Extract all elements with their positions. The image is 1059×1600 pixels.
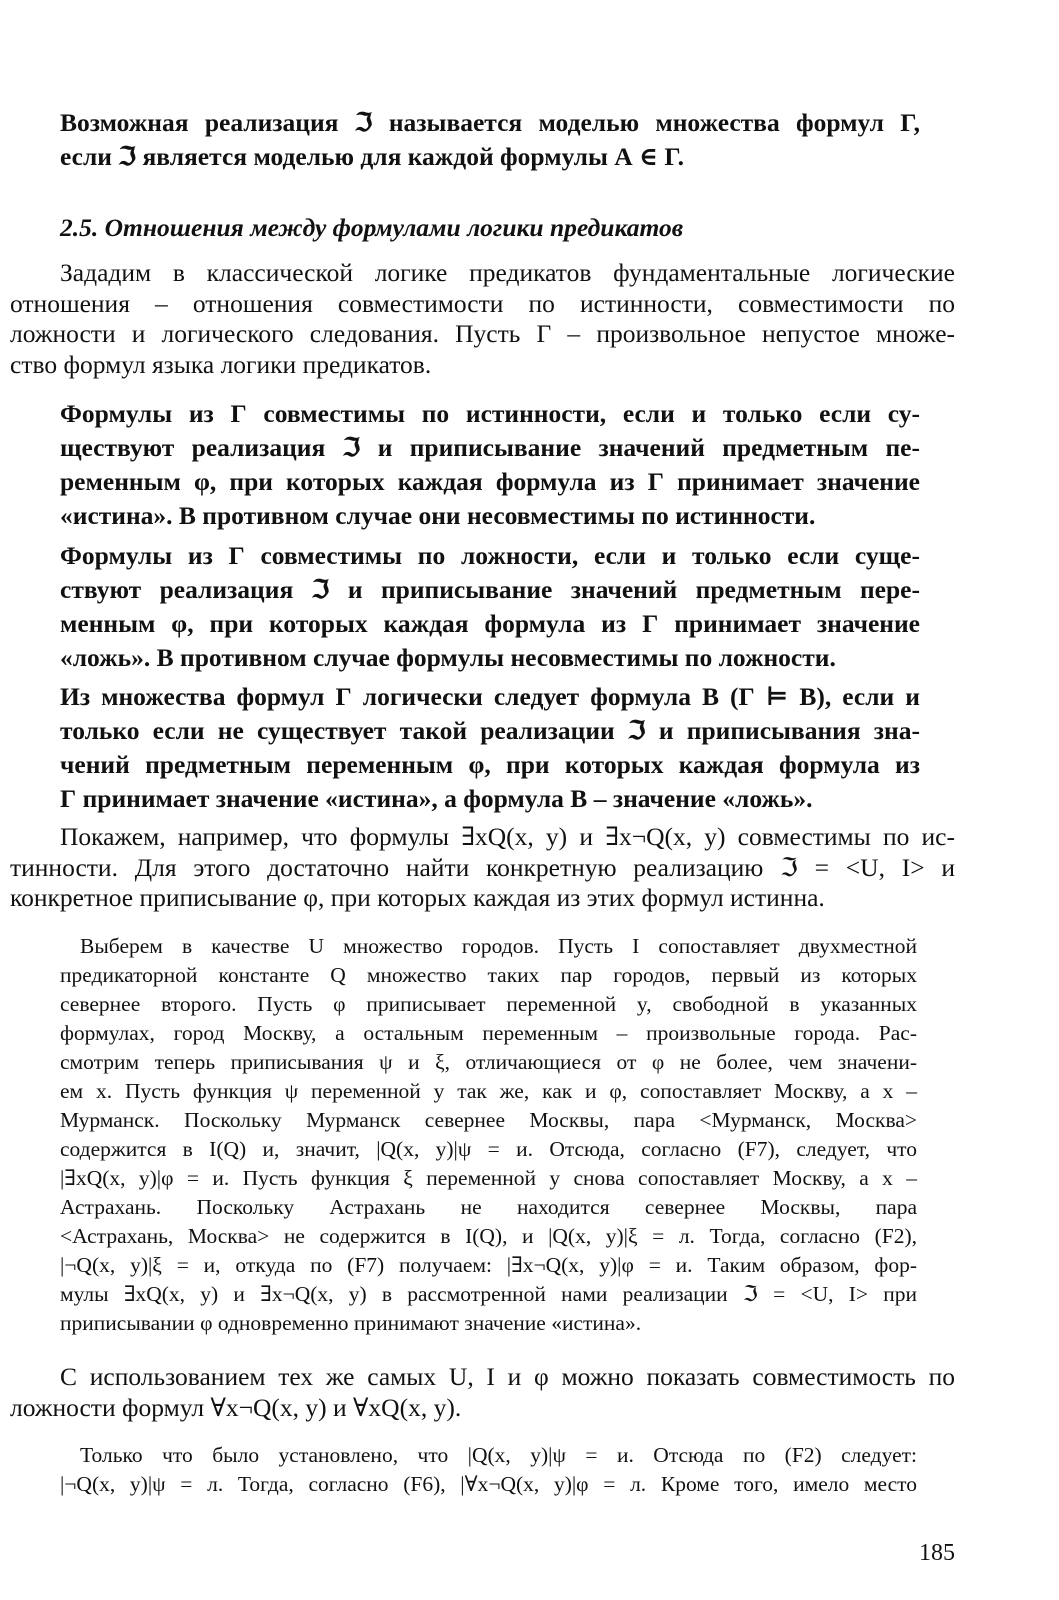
text-line: тинности. Для этого достаточно найти конкретную реализацию ℑ = <U, I> и [10, 852, 955, 882]
text-line: севернее второго. Пусть φ приписывает переменной y, свободной в указанных [60, 992, 917, 1016]
text-line: Астрахань. Поскольку Астрахань не находится севернее Москвы, пара [60, 1195, 917, 1219]
text-line: ществуют реализация ℑ и приписывание значений предметным пе- [60, 433, 920, 462]
text-line: Мурманск. Поскольку Мурманск севернее Москвы, пара <Мурманск, Москва> [60, 1108, 917, 1132]
text-line: Г принимает значение «истина», а формула В – значение «ложь». [60, 784, 813, 813]
text-line: чений предметным переменным φ, при которых каждая формула из [60, 750, 920, 779]
text-line: предикаторной константе Q множество таких пар городов, первый из которых [60, 963, 917, 987]
falsity-compatibility-definition [60, 539, 920, 675]
text-line: Зададим в классической логике предикатов фундаментальные логические [60, 258, 955, 287]
text-line: |∃xQ(x, y)|φ = и. Пусть функция ξ переменной y снова сопоставляет Москву, а x – [60, 1166, 917, 1190]
falsity-example-paragraph [10, 1362, 955, 1423]
logical-consequence-definition [60, 680, 920, 816]
text-line: ременным φ, при которых каждая формула из Г принимает значение [60, 467, 920, 496]
text-line: Только что было установлено, что |Q(x, y)|ψ = и. Отсюда по (F2) следует: [80, 1443, 917, 1467]
text-line: приписывании φ одновременно принимают значение «истина». [60, 1311, 642, 1335]
text-line: Из множества формул Г логически следует формула В (Г ⊨ В), если и [60, 682, 920, 711]
text-line: ем x. Пусть функция ψ переменной y так же, как и φ, сопоставляет Москву, а x – [60, 1079, 917, 1103]
text-line: <Астрахань, Москва> не содержится в I(Q), и |Q(x, y)|ξ = л. Тогда, согласно (F2), [60, 1224, 917, 1248]
text-line: Возможная реализация ℑ называется моделью множества формул Г, [60, 108, 920, 137]
example-proof-falsity [60, 1441, 917, 1499]
intro-paragraph [10, 258, 955, 381]
text-line: С использованием тех же самых U, I и φ можно показать совместимость по [60, 1362, 955, 1391]
text-line: «истина». В противном случае они несовместимы по истинности. [60, 501, 816, 530]
example-intro-paragraph [10, 822, 955, 914]
text-line: ложности и логического следования. Пусть Г – произвольное непустое множе- [10, 319, 955, 349]
text-line: конкретное приписывание φ, при которых каждая из этих формул истинна. [10, 883, 825, 913]
text-line: Формулы из Г совместимы по истинности, если и только если су- [60, 399, 920, 428]
text-line: менным φ, при которых каждая формула из Г принимает значение [60, 609, 920, 638]
text-line: смотрим теперь приписывания ψ и ξ, отличающиеся от φ не более, чем значени- [60, 1050, 917, 1074]
text-line: только если не существует такой реализации ℑ и приписывания зна- [60, 716, 920, 745]
text-line: отношения – отношения совместимости по истинности, совместимости по [10, 288, 955, 318]
text-line: мулы ∃xQ(x, y) и ∃x¬Q(x, y) в рассмотренной нами реализации ℑ = <U, I> при [60, 1282, 917, 1306]
section-heading: 2.5. Отношения между формулами логики предикатов [60, 213, 684, 242]
model-definition [60, 106, 920, 174]
text-line: Формулы из Г совместимы по ложности, если и только если суще- [60, 541, 920, 570]
text-line: Покажем, например, что формулы ∃xQ(x, y) и ∃x¬Q(x, y) совместимы по ис- [60, 822, 955, 851]
page-number: 185 [919, 1540, 955, 1566]
example-proof-truth [60, 932, 917, 1338]
text-line: формулах, город Москву, а остальным переменным – произвольные города. Рас- [60, 1021, 917, 1045]
text-line: ствуют реализация ℑ и приписывание значений предметным пере- [60, 575, 920, 604]
text-line: «ложь». В противном случае формулы несовместимы по ложности. [60, 643, 836, 672]
text-line: если ℑ является моделью для каждой формулы А ∈ Г. [60, 142, 685, 171]
text-line: Выберем в качестве U множество городов. Пусть I сопоставляет двухместной [80, 934, 917, 958]
text-line: ство формул языка логики предикатов. [10, 350, 432, 380]
text-line: |¬Q(x, y)|ψ = л. Тогда, согласно (F6), |∀x¬Q(x, y)|φ = л. Кроме того, имело место [60, 1472, 917, 1496]
text-line: |¬Q(x, y)|ξ = и, откуда по (F7) получаем: |∃x¬Q(x, y)|φ = и. Таким образом, фор- [60, 1253, 917, 1277]
text-line: ложности формул ∀x¬Q(x, y) и ∀xQ(x, y). [10, 1392, 462, 1422]
text-line: содержится в I(Q) и, значит, |Q(x, y)|ψ = и. Отсюда, согласно (F7), следует, что [60, 1137, 917, 1161]
truth-compatibility-definition [60, 397, 920, 533]
